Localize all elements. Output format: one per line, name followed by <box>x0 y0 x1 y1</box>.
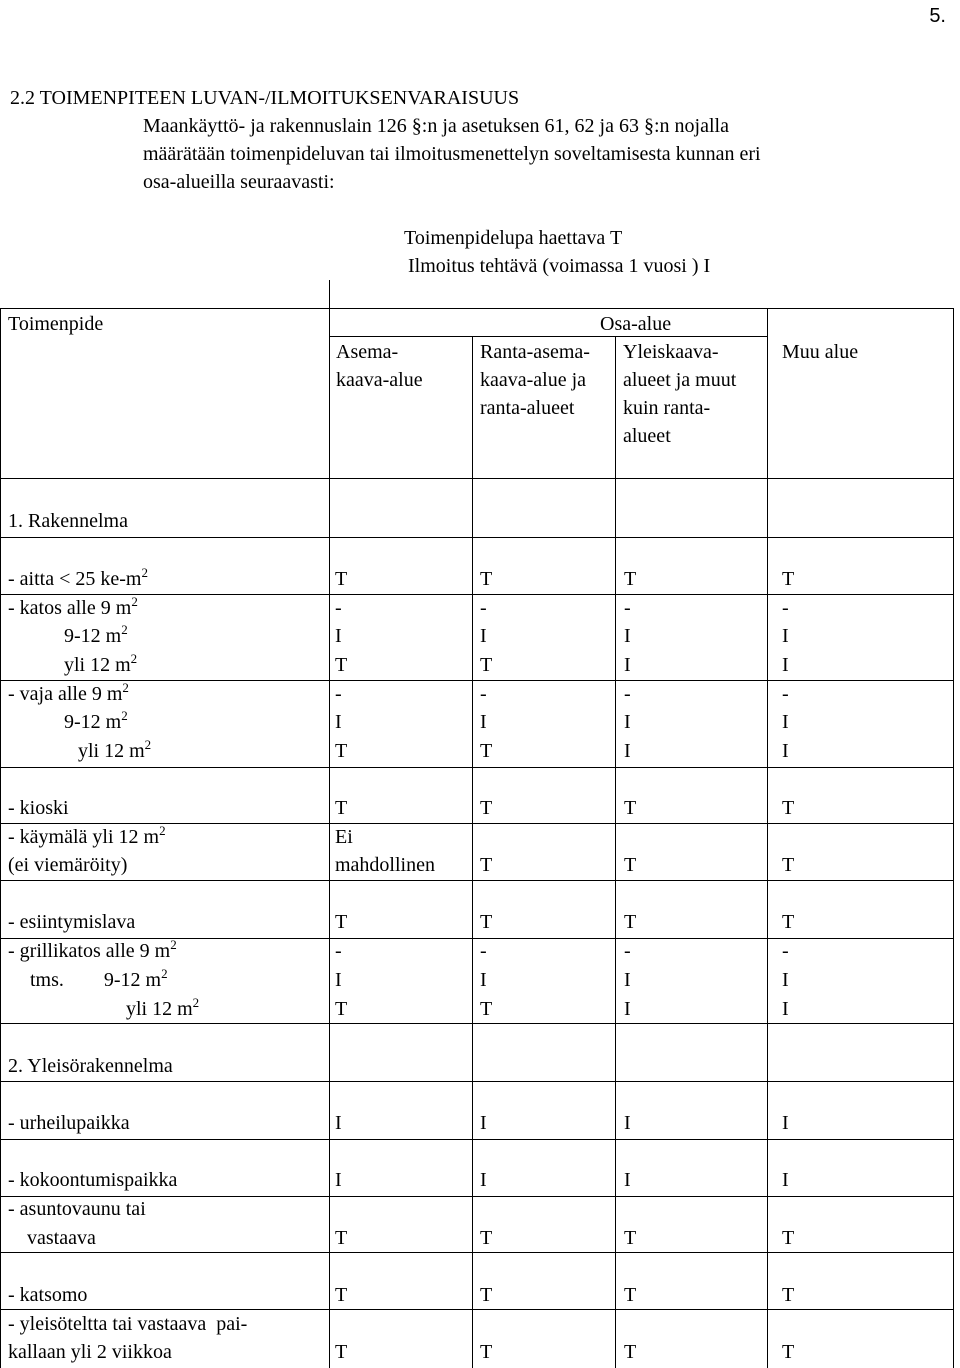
table-row <box>0 594 960 622</box>
cell-ranta-asemakaava: I <box>480 969 487 991</box>
row-label-text: - katos alle 9 m <box>8 597 132 619</box>
cell-yleiskaava: I <box>624 740 631 762</box>
row-label-text: - kioski <box>8 797 69 819</box>
cell-yleiskaava: I <box>624 654 631 676</box>
header-col-muu-alue <box>782 338 858 366</box>
row-label <box>8 1166 177 1194</box>
header-col-asemakaava <box>336 338 423 394</box>
cell-asemakaava: T <box>335 740 348 762</box>
header-toimenpide: Toimenpide <box>8 313 104 335</box>
cell-asemakaava: I <box>335 969 342 991</box>
cell-asemakaava: I <box>335 711 342 733</box>
cell-asemakaava: T <box>335 1341 348 1363</box>
cell-ranta-asemakaava: T <box>480 568 493 590</box>
cell-ranta-asemakaava: T <box>480 1227 493 1249</box>
cell-asemakaava: I <box>335 625 342 647</box>
section-title-rakennelma: 1. Rakennelma <box>8 510 128 532</box>
cell-muu-alue: I <box>782 998 789 1020</box>
table-row <box>0 565 960 593</box>
cell-muu-alue: I <box>782 1169 789 1191</box>
header-bottom-border <box>0 478 953 479</box>
cell-ranta-asemakaava: T <box>480 1341 493 1363</box>
row-label-text: - vaja alle 9 m <box>8 683 123 705</box>
row-label-text: - urheilupaikka <box>8 1112 130 1134</box>
row-label-text: yli 12 m <box>126 998 193 1020</box>
cell-yleiskaava: I <box>624 711 631 733</box>
row-label-text: tms. 9-12 m <box>30 969 162 991</box>
row-label-sup: 2 <box>144 737 152 752</box>
table-top-border <box>0 308 953 309</box>
cell-muu-alue: I <box>782 740 789 762</box>
row-label <box>8 1310 247 1338</box>
cell-yleiskaava: - <box>624 597 631 619</box>
row-label-text: (ei viemäröity) <box>8 854 128 876</box>
table-row <box>0 995 960 1023</box>
row-label-sup: 2 <box>192 995 200 1010</box>
cell-asemakaava: - <box>335 940 342 962</box>
cell-muu-alue: I <box>782 711 789 733</box>
cell-muu-alue: T <box>782 568 795 590</box>
table-row <box>0 1195 960 1223</box>
cell-asemakaava: I <box>335 1112 342 1134</box>
row-label-sup: 2 <box>121 708 128 723</box>
cell-asemakaava: I <box>335 1169 342 1191</box>
legend <box>404 224 710 280</box>
header-line: alueet ja muut <box>623 369 737 391</box>
table-row <box>0 794 960 822</box>
table-row <box>0 851 960 879</box>
row-label <box>30 966 168 994</box>
header-col-yleiskaava <box>623 338 736 450</box>
cell-muu-alue: T <box>782 1341 795 1363</box>
row-label <box>8 937 177 965</box>
cell-ranta-asemakaava: I <box>480 1112 487 1134</box>
cell-yleiskaava: - <box>624 683 631 705</box>
cell-asemakaava: T <box>335 797 348 819</box>
row-label-text: - katsomo <box>8 1284 88 1306</box>
row-label-text: - asuntovaunu tai <box>8 1198 146 1220</box>
row-label <box>64 622 128 650</box>
page-number: 5. <box>929 5 946 27</box>
cell-ranta-asemakaava: - <box>480 940 487 962</box>
row-label-text: - kokoontumispaikka <box>8 1169 178 1191</box>
cell-asemakaava: - <box>335 683 342 705</box>
row-label-text: 9-12 m <box>64 711 122 733</box>
table-row <box>0 966 960 994</box>
cell-asemakaava: T <box>335 1227 348 1249</box>
table-row <box>0 1224 960 1252</box>
table-row <box>0 823 960 851</box>
cell-muu-alue: - <box>782 940 789 962</box>
row-label-sup: 2 <box>122 680 129 695</box>
cell-muu-alue: - <box>782 683 789 705</box>
legend-notice: Ilmoitus tehtävä (voimassa 1 vuosi ) I <box>408 255 711 277</box>
cell-yleiskaava: I <box>624 969 631 991</box>
cell-ranta-asemakaava: I <box>480 625 487 647</box>
row-label <box>8 908 135 936</box>
row-label-sup: 2 <box>159 823 166 838</box>
header-osa-alue: Osa-alue <box>600 313 672 335</box>
row-divider <box>0 1081 953 1082</box>
cell-yleiskaava: T <box>624 797 637 819</box>
row-label <box>27 1224 96 1252</box>
table-row <box>0 1281 960 1309</box>
row-label-text: - yleisöteltta tai vastaava pai- <box>8 1313 248 1335</box>
cell-asemakaava: Ei <box>335 826 353 848</box>
row-label-sup: 2 <box>131 594 138 609</box>
row-label <box>8 565 148 593</box>
cell-muu-alue: - <box>782 597 789 619</box>
table-row <box>0 680 960 708</box>
cell-ranta-asemakaava: I <box>480 1169 487 1191</box>
cell-asemakaava: mahdollinen <box>335 854 435 876</box>
cell-asemakaava: T <box>335 1284 348 1306</box>
row-label-sup: 2 <box>161 966 168 981</box>
osa-alue-divider <box>329 336 767 337</box>
table-row <box>0 1109 960 1137</box>
table-row <box>0 1338 960 1366</box>
cell-muu-alue: I <box>782 625 789 647</box>
cell-ranta-asemakaava: - <box>480 683 487 705</box>
cell-yleiskaava: I <box>624 625 631 647</box>
cell-asemakaava: - <box>335 597 342 619</box>
row-divider <box>0 767 953 768</box>
row-label <box>78 737 151 765</box>
cell-yleiskaava: I <box>624 1169 631 1191</box>
row-label-text: kallaan yli 2 viikkoa <box>8 1341 172 1363</box>
row-label <box>8 594 138 622</box>
row-label <box>8 680 129 708</box>
table-row <box>0 1310 960 1338</box>
row-label <box>126 995 199 1023</box>
cell-yleiskaava: T <box>624 1227 637 1249</box>
cell-yleiskaava: T <box>624 854 637 876</box>
cell-ranta-asemakaava: T <box>480 998 493 1020</box>
row-divider <box>0 880 953 881</box>
cell-muu-alue: I <box>782 1112 789 1134</box>
table-row <box>0 1166 960 1194</box>
cell-muu-alue: T <box>782 1284 795 1306</box>
row-label-text: yli 12 m <box>64 654 131 676</box>
cell-ranta-asemakaava: I <box>480 711 487 733</box>
row-divider <box>0 537 953 538</box>
cell-asemakaava: T <box>335 568 348 590</box>
cell-asemakaava: T <box>335 911 348 933</box>
row-label-text: - aitta < 25 ke-m <box>8 568 142 590</box>
row-label-sup: 2 <box>141 565 148 580</box>
header-line: kaava-alue <box>336 369 423 391</box>
header-line: Asema- <box>336 341 399 363</box>
cell-muu-alue: I <box>782 654 789 676</box>
cell-ranta-asemakaava: - <box>480 597 487 619</box>
row-label-text: - käymälä yli 12 m <box>8 826 160 848</box>
row-label-text: - esiintymislava <box>8 911 136 933</box>
header-line: alueet <box>623 425 671 447</box>
intro-line: osa-alueilla seuraavasti: <box>143 171 335 193</box>
row-label-sup: 2 <box>121 622 128 637</box>
intro-line: määrätään toimenpideluvan tai ilmoitusmenettelyn soveltamisesta kunnan eri <box>143 143 761 165</box>
intro-line: Maankäyttö- ja rakennuslain 126 §:n ja asetuksen 61, 62 ja 63 §:n nojalla <box>143 115 729 137</box>
cell-yleiskaava: I <box>624 998 631 1020</box>
cell-asemakaava: T <box>335 998 348 1020</box>
row-label-text: - grillikatos alle 9 m <box>8 940 171 962</box>
header-line: Muu alue <box>782 341 859 363</box>
row-divider <box>0 1023 953 1024</box>
header-line: Yleiskaava- <box>623 341 719 363</box>
row-label <box>8 794 69 822</box>
cell-ranta-asemakaava: T <box>480 797 493 819</box>
cell-ranta-asemakaava: T <box>480 854 493 876</box>
cell-yleiskaava: T <box>624 568 637 590</box>
header-line: Ranta-asema- <box>480 341 590 363</box>
header-col-ranta-asemakaava <box>480 338 590 422</box>
row-label <box>8 1195 146 1223</box>
legend-permit: Toimenpidelupa haettava T <box>404 227 623 249</box>
cell-muu-alue: T <box>782 911 795 933</box>
table-row <box>0 908 960 936</box>
header-line: kaava-alue ja <box>480 369 587 391</box>
table-row <box>0 937 960 965</box>
row-label <box>64 708 128 736</box>
cell-ranta-asemakaava: T <box>480 654 493 676</box>
cell-ranta-asemakaava: T <box>480 740 493 762</box>
intro-paragraph <box>143 112 761 196</box>
section-heading: 2.2 TOIMENPITEEN LUVAN-/ILMOITUKSENVARAISUUS <box>10 87 520 109</box>
cell-asemakaava: T <box>335 654 348 676</box>
cell-yleiskaava: T <box>624 911 637 933</box>
section-title-yleisorakennelma: 2. Yleisörakennelma <box>8 1055 173 1077</box>
cell-yleiskaava: T <box>624 1341 637 1363</box>
cell-muu-alue: T <box>782 854 795 876</box>
cell-yleiskaava: T <box>624 1284 637 1306</box>
header-line: ranta-alueet <box>480 397 575 419</box>
row-label <box>8 851 127 879</box>
cell-yleiskaava: - <box>624 940 631 962</box>
row-label-text: 9-12 m <box>64 625 122 647</box>
row-label <box>64 651 137 679</box>
row-label-sup: 2 <box>130 651 138 666</box>
row-label-text: vastaava <box>27 1227 96 1249</box>
row-divider <box>0 1139 953 1140</box>
row-label <box>8 1338 172 1366</box>
cell-ranta-asemakaava: T <box>480 1284 493 1306</box>
cell-ranta-asemakaava: T <box>480 911 493 933</box>
header-line: kuin ranta- <box>623 397 711 419</box>
row-label <box>8 823 166 851</box>
row-label <box>8 1109 130 1137</box>
table-row <box>0 622 960 650</box>
row-label-text: yli 12 m <box>78 740 145 762</box>
row-label <box>8 1281 87 1309</box>
table-row <box>0 708 960 736</box>
row-divider <box>0 1252 953 1253</box>
row-label-sup: 2 <box>170 937 177 952</box>
cell-yleiskaava: I <box>624 1112 631 1134</box>
cell-muu-alue: I <box>782 969 789 991</box>
cell-muu-alue: T <box>782 1227 795 1249</box>
cell-muu-alue: T <box>782 797 795 819</box>
table-row <box>0 737 960 765</box>
table-row <box>0 651 960 679</box>
